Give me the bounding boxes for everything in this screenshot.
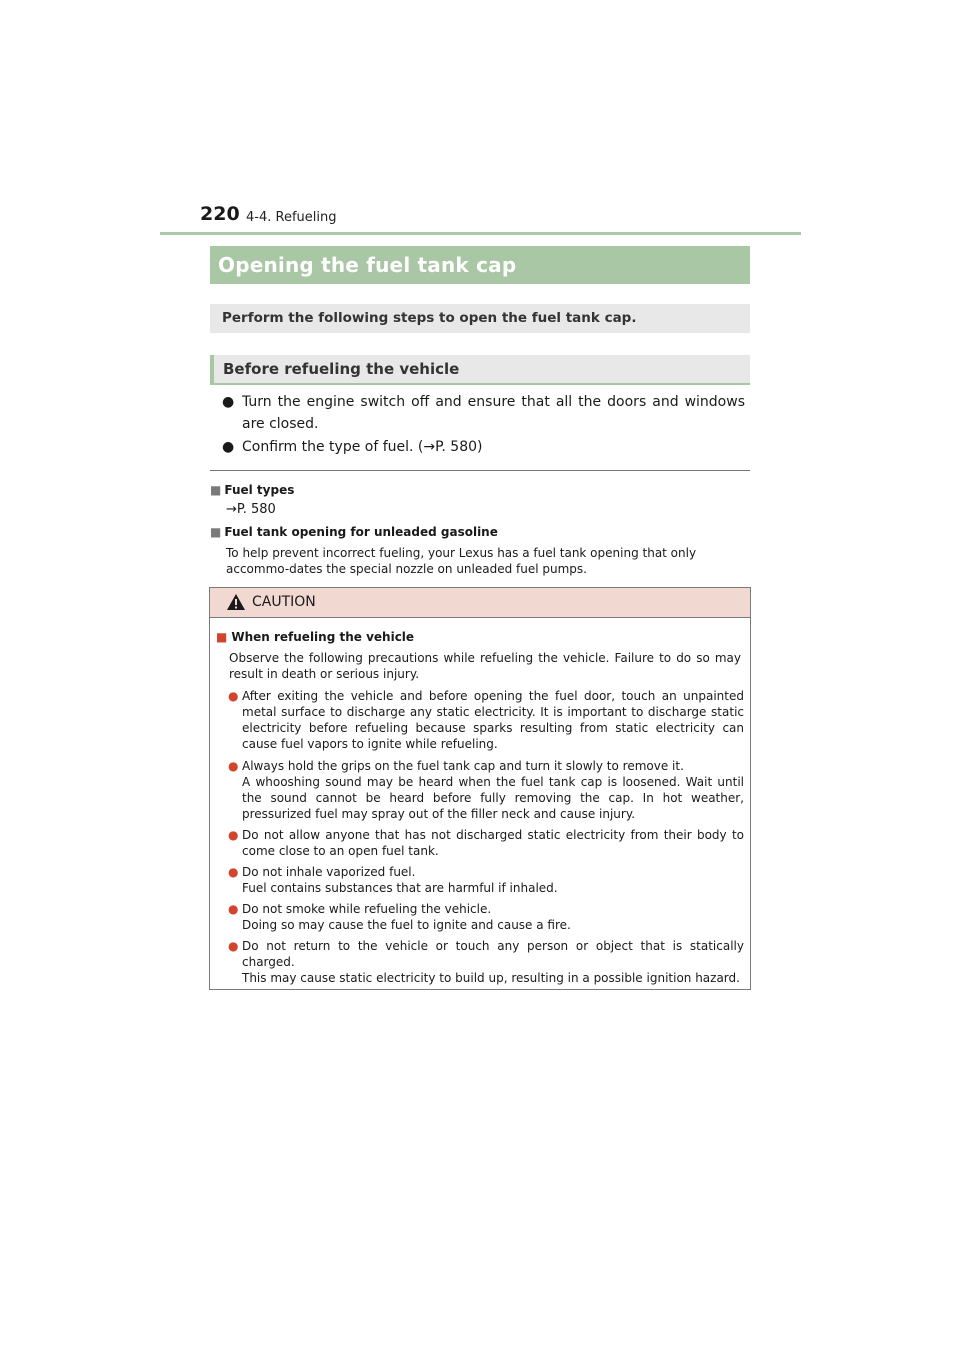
bullet-dot-icon: ● <box>228 689 239 703</box>
section-divider <box>210 470 750 471</box>
square-bullet-icon: ■ <box>216 630 228 644</box>
bullet-dot-icon: ● <box>228 902 239 916</box>
caution-heading: ■ When refueling the vehicle <box>216 630 415 644</box>
page-title: Opening the fuel tank cap <box>218 253 517 277</box>
caution-item-text: Fuel contains substances that are harmful if inhaled. <box>242 881 558 895</box>
caution-item-text: Do not inhale vaporized fuel. <box>242 865 416 879</box>
caution-item-text: Do not allow anyone that has not discharged static electricity from their body to come close to an open fuel tank. <box>242 828 744 858</box>
subsection-heading <box>210 355 750 385</box>
heading-accent-bar <box>210 355 214 385</box>
bullet-dot-icon: ● <box>222 394 235 410</box>
bullet-text: Turn the engine switch off and ensure that all the doors and windows are closed. <box>242 394 745 432</box>
caution-item-text: Do not smoke while refueling the vehicle. <box>242 902 492 916</box>
caution-item-text: Always hold the grips on the fuel tank cap and turn it slowly to remove it. <box>242 759 684 773</box>
page-number: 220 <box>200 203 240 225</box>
subsection-title: Before refueling the vehicle <box>223 360 460 378</box>
caution-label: CAUTION <box>252 594 316 610</box>
warning-triangle-icon <box>226 593 246 611</box>
section-title: 4-4. Refueling <box>246 210 337 225</box>
bullet-dot-icon: ● <box>222 439 235 455</box>
caution-header <box>210 588 750 618</box>
caution-item-text: Do not return to the vehicle or touch any person or object that is statically charged. <box>242 939 744 969</box>
caution-intro: Observe the following precautions while refueling the vehicle. Failure to do so may result in death or serious injury. <box>229 651 741 681</box>
note-text: →P. 580 <box>226 502 276 517</box>
square-bullet-icon: ■ <box>210 525 222 539</box>
caution-box <box>209 587 751 990</box>
intro-text: Perform the following steps to open the fuel tank cap. <box>222 310 637 326</box>
bullet-dot-icon: ● <box>228 828 239 842</box>
intro-box <box>210 304 750 333</box>
bullet-text: Confirm the type of fuel. (→P. 580) <box>242 439 483 455</box>
bullet-dot-icon: ● <box>228 939 239 953</box>
caution-item-text: This may cause static electricity to build up, resulting in a possible ignition hazard. <box>242 971 740 985</box>
page-title-bar <box>210 246 750 284</box>
note-text: To help prevent incorrect fueling, your Lexus has a fuel tank opening that only accommo-dates the special nozzle on unleaded fuel pumps. <box>226 546 697 576</box>
caution-item-text: After exiting the vehicle and before opening the fuel door, touch an unpainted metal surface to discharge any static electricity. It is important to discharge static electricity before refueling because sparks resulting from static electricity can cause fuel vapors to ignite while refueling. <box>242 689 744 751</box>
bullet-dot-icon: ● <box>228 759 239 773</box>
caution-item-text: A whooshing sound may be heard when the fuel tank cap is loosened. Wait until the sound cannot be heard before fully removing the cap. In hot weather, pressurized fuel may spray out of the filler neck and cause injury. <box>242 775 744 821</box>
header-divider <box>160 232 801 235</box>
caution-item-text: Doing so may cause the fuel to ignite and cause a fire. <box>242 918 571 932</box>
note-heading: ■ Fuel tank opening for unleaded gasoline <box>210 525 498 539</box>
square-bullet-icon: ■ <box>210 483 222 497</box>
note-heading: ■ Fuel types <box>210 483 295 497</box>
bullet-dot-icon: ● <box>228 865 239 879</box>
